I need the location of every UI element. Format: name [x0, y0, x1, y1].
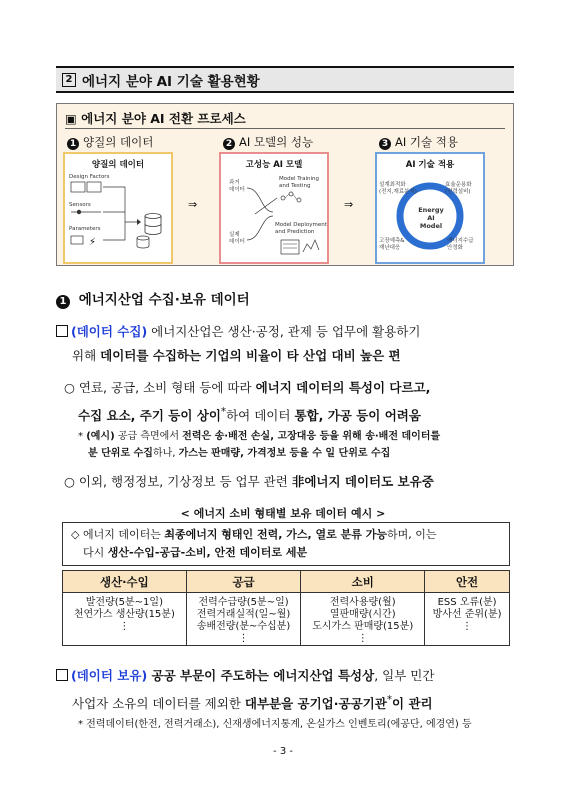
note-text: * [78, 431, 87, 442]
box-text: 다시 [83, 546, 108, 559]
cell-line: ⋮ [357, 633, 368, 644]
panel-label: 효율운용화 (전력설비) [445, 182, 472, 195]
step-number: 1 [67, 138, 79, 150]
step-1 [67, 134, 153, 150]
page-number: - 3 - [273, 746, 293, 757]
bullet-text: 연료, 공급, 소비 형태 등에 따라 [78, 380, 256, 395]
note-text-bold: 전력은 송·배전 손실, 고장대응 등을 위해 송·배전 데이터를 [182, 431, 441, 442]
table-cell [301, 593, 425, 646]
box-text-bold: 생산-수입-공급-소비, 안전 데이터로 세분 [107, 546, 308, 559]
box-text: ◇ 에너지 데이터는 [71, 528, 165, 541]
bullet-text-bold: 통합, 가공 등이 어려움 [294, 408, 421, 424]
cell-line: 도시가스 판매량(15분) [312, 621, 414, 632]
data-flow-illustration [65, 154, 171, 262]
para-text-bold: 대부분을 공기업·공공기관 [244, 696, 387, 712]
heading-text: 에너지산업 수집·보유 데이터 [78, 292, 250, 308]
box-text: 하며, 이는 [386, 528, 437, 541]
step-3 [379, 134, 458, 150]
para-text: 에너지산업은 생산·공정, 관제 등 업무에 활용하기 [147, 324, 421, 339]
panel-title: AI 기술 적용 [405, 160, 455, 170]
panel-label: Design Factors [69, 174, 110, 180]
bullet-1 [64, 376, 430, 428]
ai-application-panel [375, 152, 485, 264]
bullet-text-bold: 에너지 데이터의 특성이 다르고, [255, 380, 431, 395]
cell-line: 송배전량(분~수십분) [196, 621, 291, 632]
step-label: AI 기술 적용 [395, 135, 459, 149]
paragraph-retention [56, 664, 434, 716]
section-number: 2 [62, 73, 76, 87]
table-cell [186, 593, 301, 646]
cell-line: 방사선 준위(분) [432, 609, 502, 620]
footnote-marker: * [220, 406, 227, 418]
note-1 [78, 428, 440, 462]
panel-title: 양질의 데이터 [91, 160, 145, 170]
para-text-bold: 공공 부문이 주도하는 에너지산업 특성상 [147, 668, 375, 683]
note-text: 하나, [152, 448, 179, 459]
box-text-bold: 최종에너지 형태인 전력, 가스, 열로 분류 가능 [164, 528, 387, 541]
bullet-icon: ○ [64, 380, 79, 395]
process-title: ▣ 에너지 분야 AI 전환 프로세스 [65, 111, 246, 126]
para-text-bold: 데이터를 수집하는 기업의 비율이 타 산업 대비 높은 편 [100, 348, 401, 363]
cell-line: 발전량(5분~1일) [85, 597, 163, 608]
arrow-icon: ⇒ [188, 198, 198, 211]
heading-1 [56, 288, 250, 309]
note-2: * 전력데이터(한전, 전력거래소), 신재생에너지통계, 온실가스 인벤토리(에공단, 에경연) 등 [78, 719, 472, 730]
table-row [63, 593, 510, 646]
cell-line: 전력사용량(월) [329, 597, 396, 608]
example-box [62, 522, 510, 566]
cell-line: 전력수급량(5분~일) [198, 597, 289, 608]
bullet-text: 하여 데이터 [226, 408, 295, 424]
para-tag: (데이터 보유) [71, 668, 148, 683]
cell-line: ⋮ [238, 633, 249, 644]
bullet-icon: ○ [64, 474, 79, 489]
footnote-marker: * [386, 694, 393, 706]
ai-model-panel [219, 152, 329, 264]
panel-label: 에너지수급 안정화 [447, 238, 474, 251]
table-cell [425, 593, 510, 646]
heading-number: 1 [56, 295, 70, 309]
divider [65, 128, 505, 129]
svg-text:⚡: ⚡ [89, 237, 97, 248]
cell-line: 천연가스 생산량(15분) [73, 609, 175, 620]
panel-label: 고장예측& 재난대응 [379, 238, 405, 251]
table-header: 생산·수입 [63, 571, 187, 593]
step-label: 양질의 데이터 [83, 135, 154, 149]
cell-line: 전력거래실적(일~월) [196, 609, 291, 620]
bullet-text-bold: 非에너지 데이터도 보유중 [291, 474, 434, 489]
panel-label: Parameters [69, 226, 101, 232]
table-header: 안전 [425, 571, 510, 593]
table-cell [63, 593, 187, 646]
cell-line: 열판매량(시간) [329, 609, 396, 620]
note-text-bold: (예시) [86, 431, 115, 442]
bullet-text: 이외, 행정정보, 기상정보 등 업무 관련 [78, 474, 292, 489]
step-number: 2 [223, 138, 235, 150]
table-header: 공급 [186, 571, 301, 593]
section-title: 에너지 분야 AI 기술 활용현황 [82, 73, 260, 90]
paragraph-collection [56, 320, 420, 368]
data-quality-panel [63, 152, 173, 264]
cell-line: ESS 오류(분) [437, 597, 497, 608]
note-text-bold: 분 단위로 수집 [88, 448, 153, 459]
model-flow-illustration [221, 154, 327, 262]
step-number: 3 [379, 138, 391, 150]
table-header: 소비 [301, 571, 425, 593]
step-label: AI 모델의 성능 [239, 135, 314, 149]
data-table [62, 570, 510, 646]
center-label: Energy AI Model [418, 206, 444, 230]
panel-label: Sensors [69, 202, 91, 208]
para-text-bold: 이 관리 [392, 696, 433, 712]
table-caption: < 에너지 소비 형태별 보유 데이터 예시 > [180, 507, 386, 520]
checkbox-icon [56, 669, 68, 681]
section-header [56, 66, 514, 93]
table-header-row [63, 571, 510, 593]
para-text: , 일부 민간 [374, 668, 435, 683]
process-box [56, 103, 514, 266]
panel-title: 고성능 AI 모델 [245, 160, 303, 170]
cell-line: ⋮ [119, 621, 130, 632]
panel-label: Model Deployment and Prediction [275, 222, 327, 235]
panel-label: Model Training and Testing [279, 176, 319, 189]
note-text-bold: 가스는 판매량, 가격정보 등을 수 일 단위로 수집 [178, 448, 391, 459]
step-2 [223, 134, 313, 150]
panel-label: 설계최적화 (전지,재료분석) [379, 182, 417, 195]
arrow-icon: ⇒ [344, 198, 354, 211]
note-text: 공급 측면에서 [114, 431, 183, 442]
panel-label: 과거 데이터 [229, 180, 245, 193]
para-text: 위해 [72, 348, 101, 363]
bullet-2 [64, 470, 434, 494]
checkbox-icon [56, 325, 68, 337]
cell-line: ⋮ [462, 621, 473, 632]
para-tag: (데이터 수집) [71, 324, 148, 339]
para-text: 사업자 소유의 데이터를 제외한 [72, 696, 245, 712]
panel-label: 실제 데이터 [229, 232, 245, 245]
bullet-text-bold: 수집 요소, 주기 등이 상이 [78, 408, 221, 424]
